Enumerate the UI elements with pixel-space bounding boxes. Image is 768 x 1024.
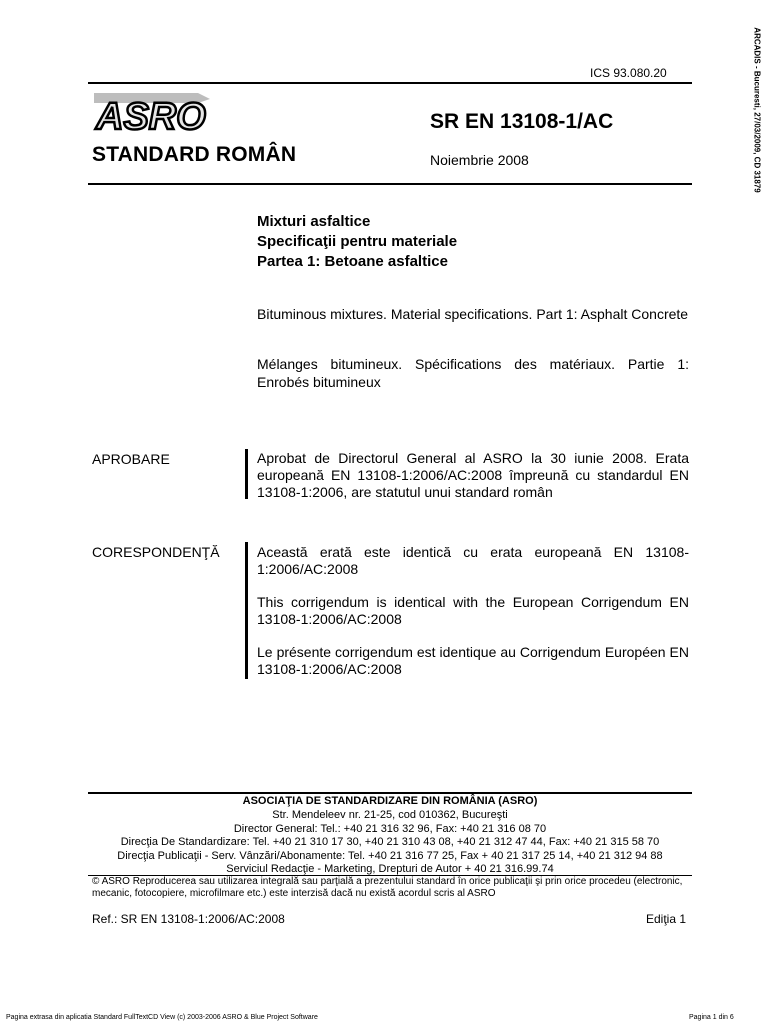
reference: Ref.: SR EN 13108-1:2006/AC:2008 [92, 912, 285, 926]
title-french: Mélanges bitumineux. Spécifications des matériaux. Partie 1: Enrobés bitumineux [257, 356, 689, 390]
footer-redactie: Serviciul Redacţie - Marketing, Drepturi de Autor + 40 21 316.99.74 [226, 863, 554, 875]
header-rule-top [88, 82, 692, 84]
footer-standardizare: Direcţia De Standardizare: Tel. +40 21 310 17 30, +40 21 310 43 08, +40 21 312 47 44, Fax: +40 21 315 58 70 [120, 836, 660, 848]
corespondenta-en: This corrigendum is identical with the European Corrigendum EN 13108-1:2006/AC:2008 [257, 594, 689, 627]
corespondenta-ro: Această erată este identică cu erata europeană EN 13108-1:2006/AC:2008 [257, 544, 689, 577]
copyright-notice: © ASRO Reproducerea sau utilizarea integrală sau parţială a prezentului standard în orice publicaţii şi prin orice procedeu (electronic, mecanic, fotocopiere, microfilmare etc.) este interzisă dacă nu există acordul scris al ASRO [92, 876, 683, 899]
title-line-1: Mixturi asfaltice [257, 213, 371, 230]
corespondenta-bar [245, 542, 248, 679]
aprobare-bar [245, 449, 248, 499]
svg-text:ASRO: ASRO [96, 96, 206, 137]
title-english: Bituminous mixtures. Material specifications. Part 1: Asphalt Concrete [257, 306, 689, 322]
ics-code: ICS 93.080.20 [590, 66, 667, 80]
aprobare-text: Aprobat de Directorul General al ASRO la 30 iunie 2008. Erata europeană EN 13108-1:2006/AC:2008 împreună cu standardul EN 13108-1:2006, are statutul unui standard român [257, 450, 689, 500]
side-license-text: ARCADIS - Bucuresti, 27/03/2009, CD 31879 [752, 27, 762, 193]
standard-code: SR EN 13108-1/AC [430, 110, 614, 133]
publication-date: Noiembrie 2008 [430, 152, 529, 168]
title-line-3: Partea 1: Betoane asfaltice [257, 253, 448, 270]
footer-org: ASOCIAŢIA DE STANDARDIZARE DIN ROMÂNIA (ASRO) [242, 795, 538, 807]
edition: Ediţia 1 [646, 912, 687, 926]
viewer-footer: Pagina extrasa din aplicatia Standard FullTextCD View (c) 2003-2006 ASRO & Blue Project Software [6, 1014, 318, 1021]
footer-address: Str. Mendeleev nr. 21-25, cod 010362, Bucureşti [272, 809, 508, 821]
corespondenta-label: CORESPONDENŢĂ [92, 544, 220, 560]
footer-director: Director General: Tel.: +40 21 316 32 96, Fax: +40 21 316 08 70 [233, 822, 547, 835]
title-romanian [257, 212, 457, 272]
corespondenta-fr: Le présente corrigendum est identique au Corrigendum Européen EN 13108-1:2006/AC:2008 [257, 644, 689, 677]
footer-rule [88, 792, 692, 794]
aprobare-label: APROBARE [92, 451, 170, 467]
header-rule-bottom [88, 183, 692, 185]
title-line-2: Specificaţii pentru materiale [257, 233, 458, 250]
standard-label: STANDARD ROMÂN [92, 143, 297, 166]
page-number: Pagina 1 din 6 [689, 1014, 734, 1021]
footer-contacts [92, 809, 688, 877]
footer-publicatii: Direcţia Publicaţii - Serv. Vânzări/Abonamente: Tel. +40 21 316 77 25, Fax + 40 21 317 25 14, +40 21 312 94 88 [117, 849, 663, 862]
asro-logo [92, 89, 212, 137]
